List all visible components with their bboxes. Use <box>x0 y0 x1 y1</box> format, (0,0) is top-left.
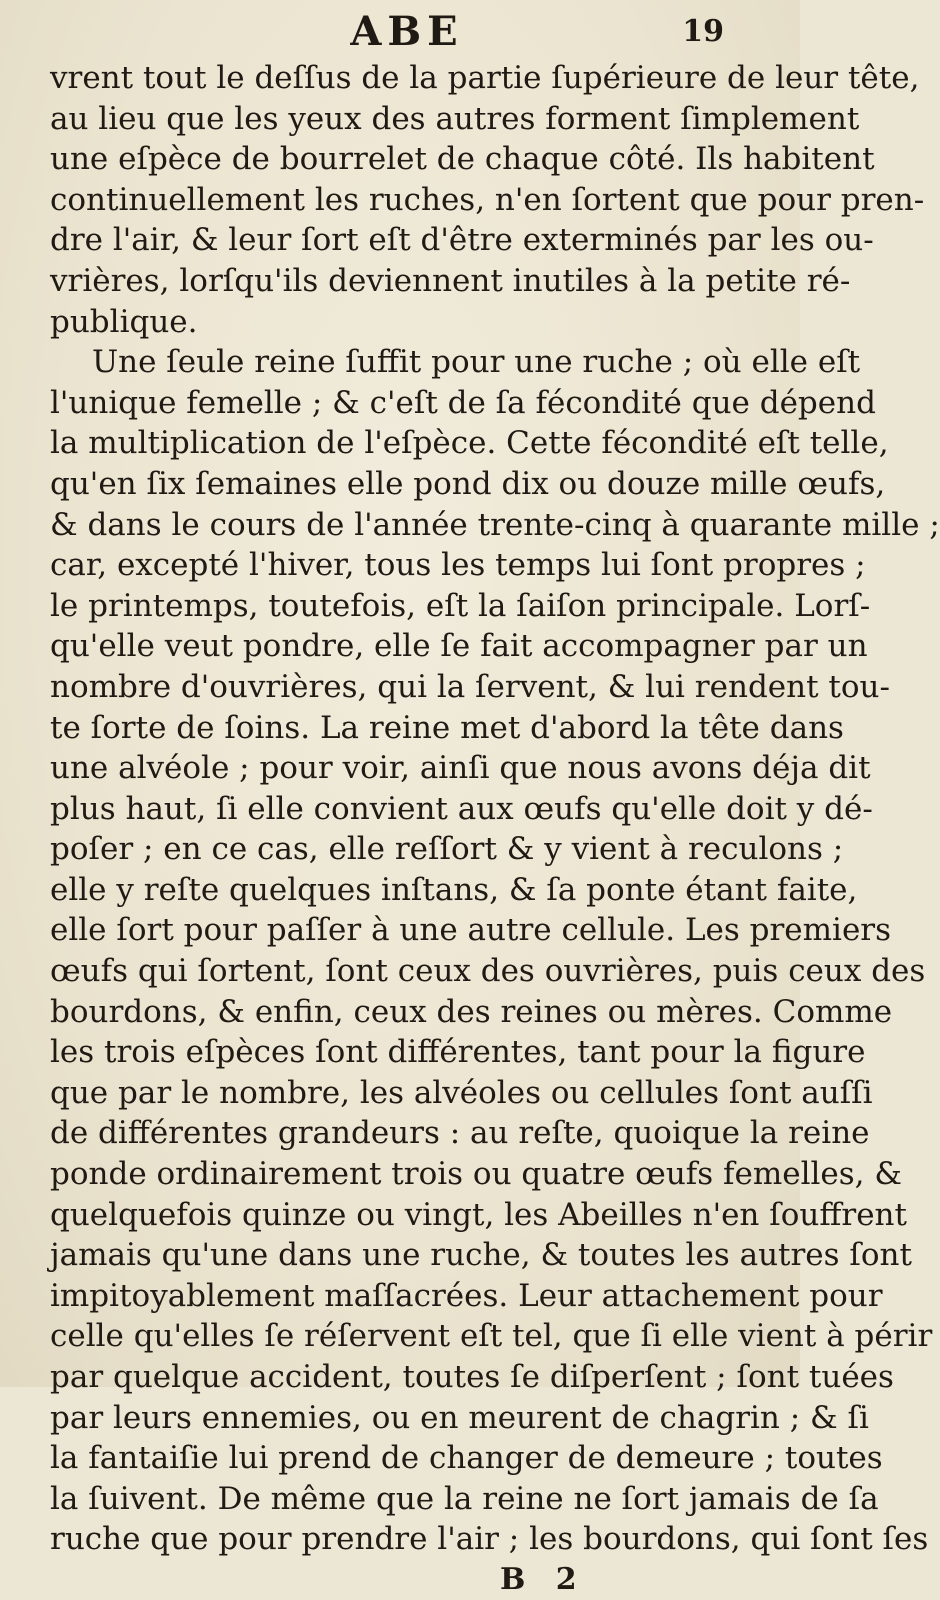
text-line: la multiplication de l'eſpèce. Cette fécondité eſt telle, <box>50 425 889 462</box>
text-line: elle ſort pour paſſer à une autre cellule. Les premiers <box>50 912 892 949</box>
page-number: 19 <box>682 14 724 49</box>
text-line: une alvéole ; pour voir, ainſi que nous avons déja dit <box>50 750 871 787</box>
text-line: qu'elle veut pondre, elle ſe fait accompagner par un <box>50 628 868 665</box>
paragraph-1 <box>50 58 925 342</box>
text-line: continuellement les ruches, n'en ſortent que pour pren- <box>50 181 925 218</box>
text-line: que par le nombre, les alvéoles ou cellules ſont auſſi <box>50 1074 873 1111</box>
text-line: la fantaiſie lui prend de changer de demeure ; toutes <box>50 1440 883 1477</box>
text-line: par leurs ennemies, ou en meurent de chagrin ; & ſi <box>50 1399 869 1436</box>
text-line: qu'en ſix ſemaines elle pond dix ou douze mille œufs, <box>50 465 886 502</box>
text-line: vrières, lorſqu'ils deviennent inutiles à la petite ré- <box>50 262 851 299</box>
text-line: ruche que pour prendre l'air ; les bourdons, qui ſont ſes <box>50 1521 929 1558</box>
text-line: Une ſeule reine ſuffit pour une ruche ; où elle eſt <box>92 344 861 381</box>
text-line: ponde ordinairement trois ou quatre œufs femelles, & <box>50 1156 902 1193</box>
text-line: impitoyablement maſſacrées. Leur attachement pour <box>50 1277 883 1314</box>
text-line: la ſuivent. De même que la reine ne ſort jamais de ſa <box>50 1480 879 1517</box>
signature-mark: B 2 <box>500 1561 587 1597</box>
text-line: les trois eſpèces ſont différentes, tant pour la figure <box>50 1034 866 1071</box>
running-head: ABE <box>350 8 464 55</box>
text-line: l'unique femelle ; & c'eſt de ſa fécondité que dépend <box>50 384 876 421</box>
body-text <box>50 58 940 1560</box>
text-line: plus haut, ſi elle convient aux œufs qu'elle doit y dé- <box>50 790 873 827</box>
page-header <box>50 0 764 58</box>
text-line: une eſpèce de bourrelet de chaque côté. Ils habitent <box>50 141 875 178</box>
text-line: vrent tout le deſſus de la partie ſupérieure de leur tête, <box>50 60 920 96</box>
text-line: dre l'air, & leur ſort eſt d'être exterminés par les ou- <box>50 222 874 259</box>
text-line: par quelque accident, toutes ſe diſperſent ; ſont tuées <box>50 1359 894 1395</box>
text-line: de différentes grandeurs : au reſte, quoique la reine <box>50 1115 870 1152</box>
text-line: te ſorte de ſoins. La reine met d'abord la tête dans <box>50 709 844 746</box>
text-line: le printemps, toutefois, eſt la ſaiſon principale. Lorſ- <box>50 587 871 624</box>
text-line: publique. <box>50 303 198 340</box>
text-line: jamais qu'une dans une ruche, & toutes les autres ſont <box>50 1237 912 1274</box>
text-line: nombre d'ouvrières, qui la ſervent, & lui rendent tou- <box>50 668 890 705</box>
text-line: celle qu'elles ſe réſervent eſt tel, que ſi elle vient à périr <box>50 1318 933 1355</box>
text-line: elle y reſte quelques inſtans, & ſa ponte étant faite, <box>50 871 858 908</box>
text-line: & dans le cours de l'année trente-cinq à quarante mille ; <box>50 506 940 543</box>
text-line: œufs qui ſortent, ſont ceux des ouvrières, puis ceux des <box>50 953 926 990</box>
text-line: au lieu que les yeux des autres forment ſimplement <box>50 100 860 137</box>
paragraph-2 <box>50 342 940 1560</box>
text-line: poſer ; en ce cas, elle reſſort & y vient à reculons ; <box>50 831 844 868</box>
text-line: quelquefois quinze ou vingt, les Abeilles n'en ſouffrent <box>50 1196 907 1233</box>
text-line: bourdons, & enfin, ceux des reines ou mères. Comme <box>50 993 893 1030</box>
text-line: car, excepté l'hiver, tous les temps lui ſont propres ; <box>50 547 866 584</box>
